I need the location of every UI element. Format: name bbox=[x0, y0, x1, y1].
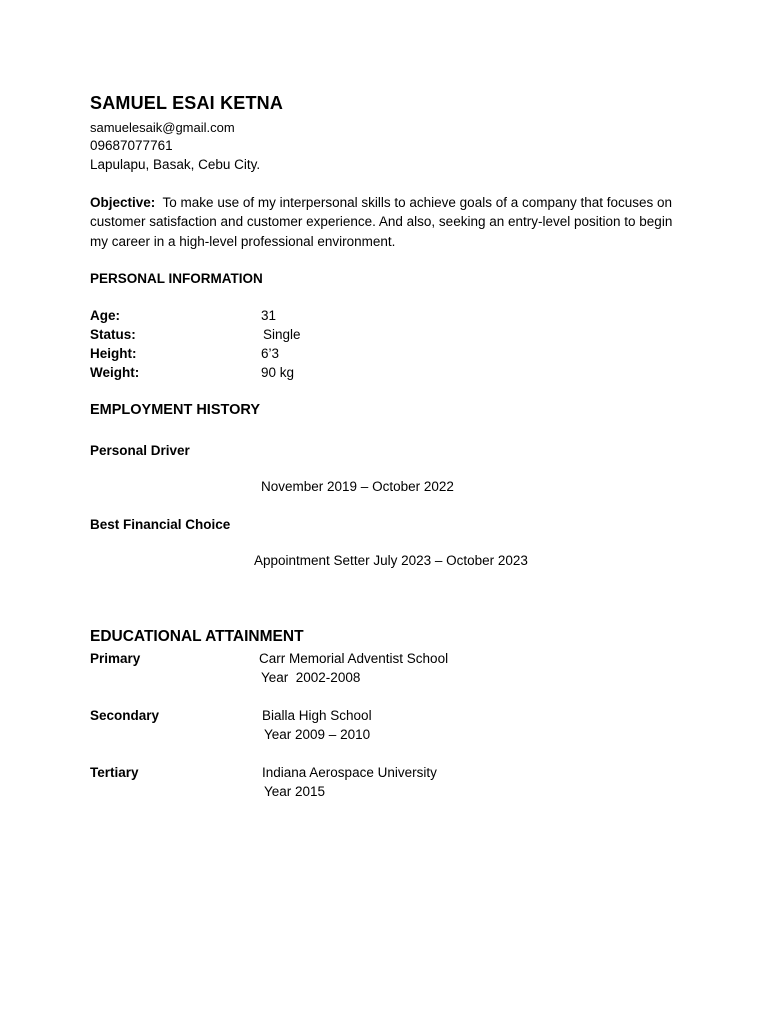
job-details: November 2019 – October 2022 bbox=[261, 479, 454, 494]
height-value: 6’3 bbox=[261, 346, 280, 361]
education-level: Primary bbox=[90, 651, 141, 666]
email-address: samuelesaik@gmail.com bbox=[90, 120, 235, 135]
home-address: Lapulapu, Basak, Cebu City. bbox=[90, 157, 261, 172]
height-label: Height: bbox=[90, 346, 137, 361]
job-employer: Best Financial Choice bbox=[90, 517, 231, 532]
phone-number: 09687077761 bbox=[90, 138, 173, 153]
school-year: Year 2009 – 2010 bbox=[264, 727, 371, 742]
job-employer: Personal Driver bbox=[90, 443, 190, 458]
applicant-name: SAMUEL ESAI KETNA bbox=[90, 93, 284, 113]
school-name: Bialla High School bbox=[262, 708, 372, 723]
status-label: Status: bbox=[90, 327, 136, 342]
personal-information-heading: PERSONAL INFORMATION bbox=[90, 271, 263, 286]
education-level: Tertiary bbox=[90, 765, 139, 780]
objective-text: To make use of my interpersonal skills to achieve goals of a company that focuses on customer satisfaction and customer experience. And also, seeking an entry-level position to begin my career in a high-level professional environment. bbox=[90, 195, 673, 249]
objective-paragraph bbox=[90, 193, 682, 251]
employment-history-heading: EMPLOYMENT HISTORY bbox=[90, 402, 260, 418]
education-level: Secondary bbox=[90, 708, 160, 723]
educational-attainment-heading: EDUCATIONAL ATTAINMENT bbox=[90, 628, 304, 645]
school-year: Year 2002-2008 bbox=[261, 670, 361, 685]
weight-label: Weight: bbox=[90, 365, 140, 380]
school-year: Year 2015 bbox=[264, 784, 326, 799]
weight-value: 90 kg bbox=[261, 365, 295, 380]
job-details: Appointment Setter July 2023 – October 2023 bbox=[254, 553, 528, 568]
age-value: 31 bbox=[261, 308, 277, 323]
school-name: Indiana Aerospace University bbox=[262, 765, 437, 780]
age-label: Age: bbox=[90, 308, 120, 323]
school-name: Carr Memorial Adventist School bbox=[259, 651, 449, 666]
status-value: Single bbox=[263, 327, 301, 342]
objective-label: Objective: bbox=[90, 195, 156, 210]
